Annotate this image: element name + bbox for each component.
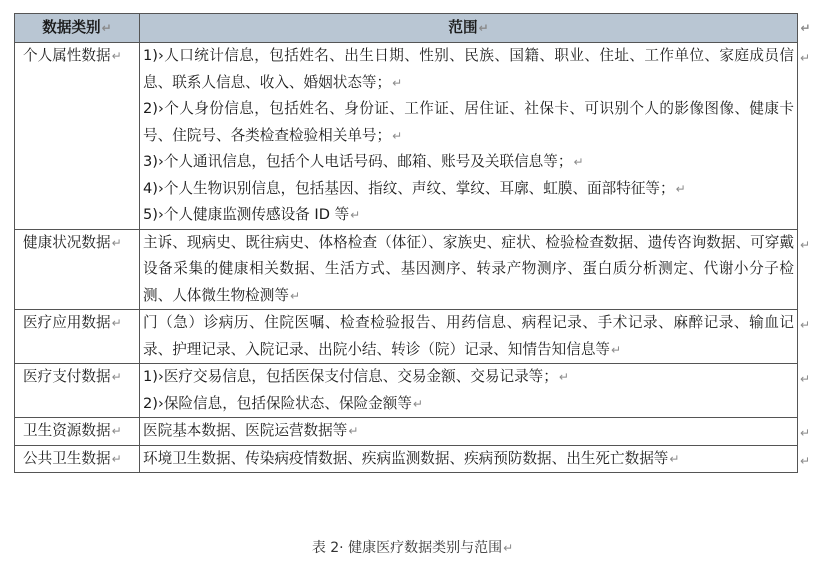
scope-item: 5)›个人健康监测传感设备 ID 等↵ bbox=[143, 206, 361, 223]
scope-item: 3)›个人通讯信息，包括个人电话号码、邮箱、账号及关联信息等；↵ bbox=[143, 153, 584, 170]
scope-item: 2)›保险信息，包括保险状态、保险金额等↵ bbox=[143, 394, 423, 412]
category-cell: 医疗支付数据↵ bbox=[15, 364, 140, 418]
category-cell: 健康状况数据↵ bbox=[15, 229, 140, 310]
scope-item: 环境卫生数据、传染病疫情数据、疾病监测数据、疾病预防数据、出生死亡数据等↵ bbox=[143, 449, 680, 467]
header-scope: 范围↵ ↵ bbox=[140, 14, 798, 43]
scope-item: 2)›个人身份信息，包括姓名、身份证、工作证、居住证、社保卡、可识别个人的影像图像、健康卡号、住院号、各类检查检验相关单号；↵ bbox=[143, 100, 794, 144]
scope-item: 4)›个人生物识别信息，包括基因、指纹、声纹、掌纹、耳廓、虹膜、面部特征等；↵ bbox=[143, 179, 686, 197]
scope-item: 医院基本数据、医院运营数据等↵ bbox=[143, 422, 359, 439]
category-cell: 公共卫生数据↵ bbox=[15, 445, 140, 473]
category-cell: 卫生资源数据↵ bbox=[15, 418, 140, 446]
scope-cell: 门（急）诊病历、住院医嘱、检查检验报告、用药信息、病程记录、手术记录、麻醉记录、输血记录、护理记录、入院记录、出院小结、转诊（院）记录、知情告知信息等↵ ↵ bbox=[140, 310, 798, 364]
table-row bbox=[15, 310, 798, 364]
scope-cell: 主诉、现病史、既往病史、体格检查（体征）、家族史、症状、检验检查数据、遗传咨询数据、可穿戴设备采集的健康相关数据、生活方式、基因测序、转录产物测序、蛋白质分析测定、代谢小分子检测、人体微生物检测等↵ ↵ bbox=[140, 229, 798, 310]
scope-item: 1)›人口统计信息，包括姓名、出生日期、性别、民族、国籍、职业、住址、工作单位、家庭成员信息、联系人信息、收入、婚姻状态等；↵ bbox=[143, 47, 794, 91]
table-row bbox=[15, 364, 798, 418]
table-row bbox=[15, 445, 798, 473]
table-row bbox=[15, 43, 798, 230]
scope-item: 主诉、现病史、既往病史、体格检查（体征）、家族史、症状、检验检查数据、遗传咨询数据、可穿戴设备采集的健康相关数据、生活方式、基因测序、转录产物测序、蛋白质分析测定、代谢小分子检测、人体微生物检测等↵ bbox=[143, 233, 794, 304]
category-cell: 个人属性数据↵ bbox=[15, 43, 140, 230]
table-row bbox=[15, 229, 798, 310]
scope-cell: 医院基本数据、医院运营数据等↵ ↵ bbox=[140, 418, 798, 446]
scope-cell: 1)›人口统计信息，包括姓名、出生日期、性别、民族、国籍、职业、住址、工作单位、家庭成员信息、联系人信息、收入、婚姻状态等；↵ 2)›个人身份信息，包括姓名、身份证、工作证、居住证、社保卡、可识别个人的影像图像、健康卡号、住院号、各类检查检验相关单号；↵ 3)›个人通讯信息，包括个人电话号码、邮箱、账号及关联信息等；↵ 4)›个人生物识别信息，包括基因、指纹、声纹、掌纹、耳廓、虹膜、面部特征等；↵ 5)›个人健康监测传感设备 ID 等↵ ↵ bbox=[140, 43, 798, 230]
table-row bbox=[15, 418, 798, 446]
header-category: 数据类别↵ bbox=[15, 14, 140, 43]
scope-cell: 1)›医疗交易信息，包括医保支付信息、交易金额、交易记录等；↵ 2)›保险信息，包括保险状态、保险金额等↵ ↵ bbox=[140, 364, 798, 418]
category-cell: 医疗应用数据↵ bbox=[15, 310, 140, 364]
scope-item: 门（急）诊病历、住院医嘱、检查检验报告、用药信息、病程记录、手术记录、麻醉记录、输血记录、护理记录、入院记录、出院小结、转诊（院）记录、知情告知信息等↵ bbox=[143, 314, 794, 358]
table-caption: 表 2· 健康医疗数据类别与范围↵ bbox=[311, 540, 514, 556]
scope-cell: 环境卫生数据、传染病疫情数据、疾病监测数据、疾病预防数据、出生死亡数据等↵ ↵ bbox=[140, 445, 798, 473]
table-header-row bbox=[15, 14, 798, 43]
data-category-table bbox=[14, 13, 811, 473]
scope-item: 1)›医疗交易信息，包括医保支付信息、交易金额、交易记录等；↵ bbox=[143, 368, 569, 385]
